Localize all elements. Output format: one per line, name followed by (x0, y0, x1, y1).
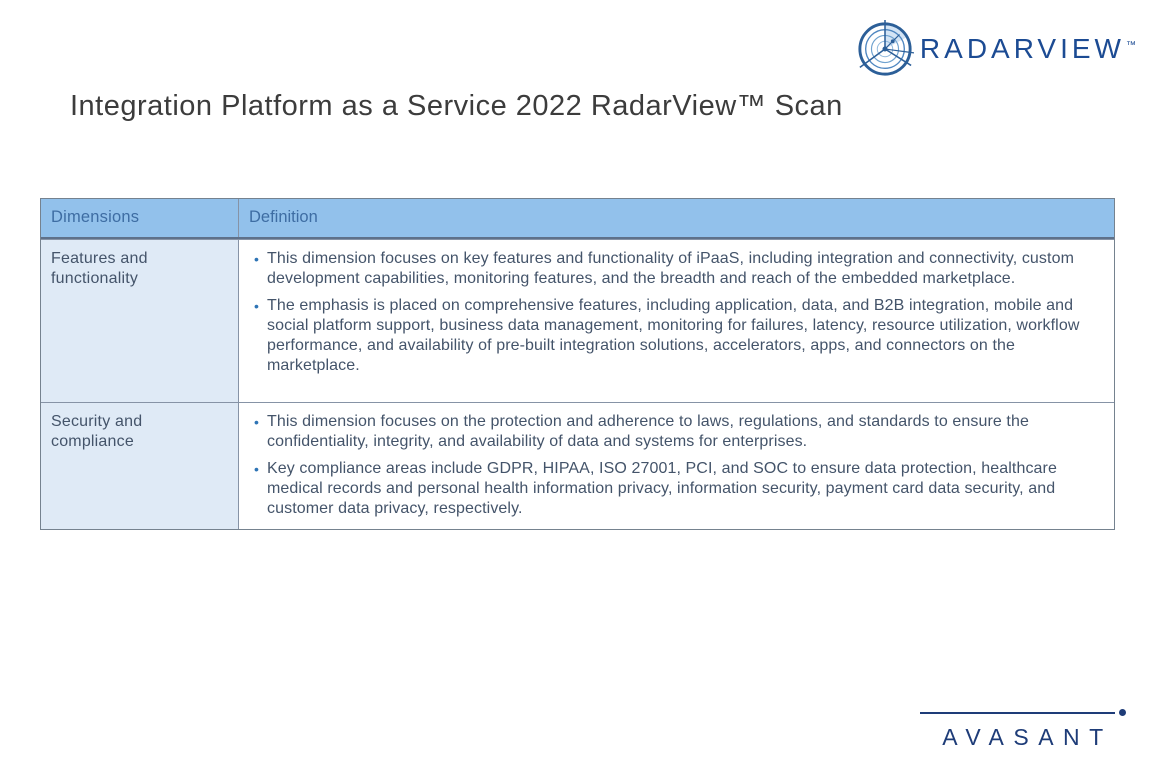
avasant-logo (920, 709, 1126, 752)
page-title: Integration Platform as a Service 2022 RadarView™ Scan (70, 90, 843, 122)
radar-icon (856, 20, 914, 78)
bullet-text: This dimension focuses on the protection and adherence to laws, regulations, and standards to ensure the confidentiality, integrity, and availability of data and systems for enterprises. (267, 412, 1029, 450)
table-header-row (41, 199, 1114, 239)
table-row (41, 239, 1114, 402)
dimension-label: Features and functionality (41, 240, 239, 402)
header-dimensions: Dimensions (41, 199, 239, 237)
avasant-line (920, 712, 1115, 714)
bullet-text: The emphasis is placed on comprehensive features, including application, data, and B2B integration, mobile and social platform support, business data management, monitoring for failures, latency, resource utilization, workflow performance, and availability of pre-built integration solutions, accelerators, apps, and connectors on the marketplace. (267, 296, 1080, 374)
avasant-dot-icon (1119, 709, 1126, 716)
list-item (252, 296, 1100, 376)
bullet-icon: • (254, 460, 260, 477)
radarview-text: RADARVIEW (919, 33, 1125, 64)
dimension-label: Security and compliance (41, 403, 239, 529)
dimensions-table (40, 198, 1115, 530)
bullet-text: This dimension focuses on key features and functionality of iPaaS, including integration and connectivity, custom development capabilities, monitoring features, and the breadth and reach of the embedded marketplace. (267, 249, 1075, 287)
definition-cell (239, 240, 1114, 402)
bullet-text: Key compliance areas include GDPR, HIPAA, ISO 27001, PCI, and SOC to ensure data protection, healthcare medical records and personal health information privacy, information security, payment card data security, and customer data privacy, respectively. (267, 459, 1057, 517)
bullet-icon: • (254, 250, 260, 267)
avasant-rule (920, 709, 1126, 716)
list-item (252, 459, 1100, 519)
header-definition: Definition (249, 208, 318, 226)
bullet-icon: • (254, 413, 260, 430)
list-item (252, 412, 1100, 452)
definition-cell (239, 403, 1114, 529)
table-row (41, 402, 1114, 529)
radarview-logo (856, 20, 1136, 78)
avasant-wordmark: AVASANT (942, 724, 1113, 751)
radarview-trademark: ™ (1126, 39, 1136, 51)
list-item (252, 249, 1100, 289)
bullet-icon: • (254, 297, 260, 314)
radarview-wordmark (920, 35, 1136, 63)
